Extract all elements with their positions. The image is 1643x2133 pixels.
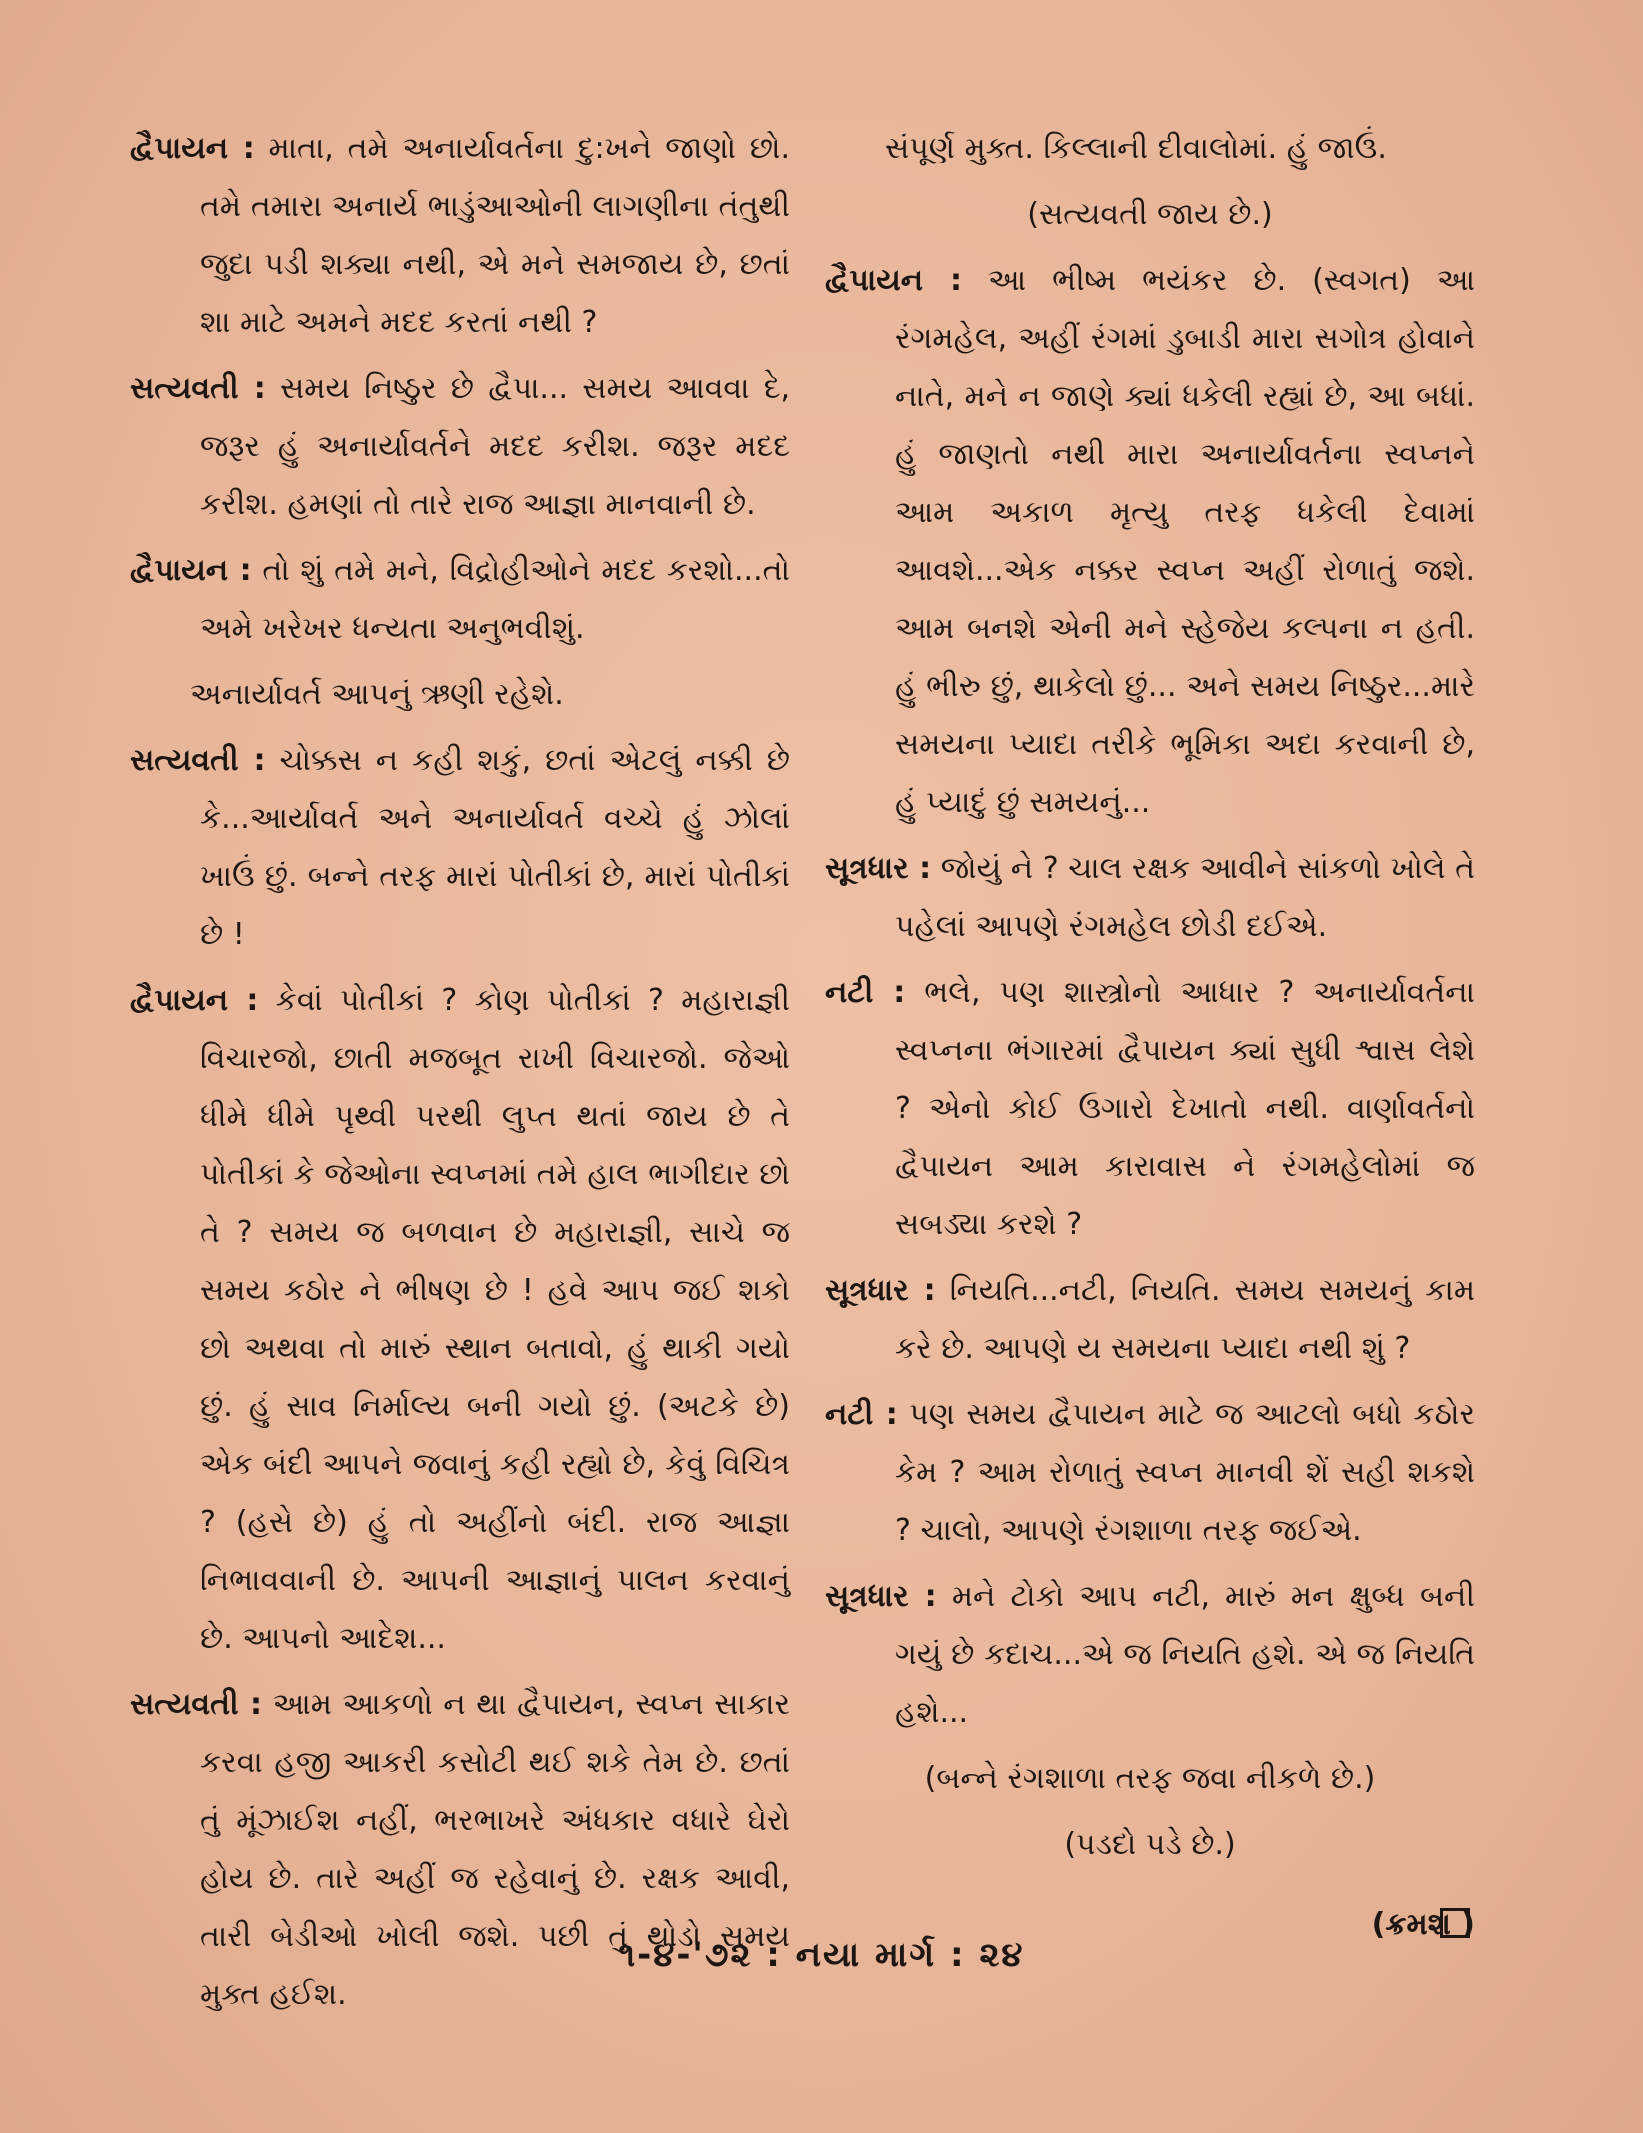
dialogue-paragraph [825,1568,1475,1742]
right-column [825,120,1475,1954]
speaker-name: સૂત્રધાર : [825,1579,937,1614]
dialogue-paragraph [825,1386,1475,1560]
dialogue-text: કેવાં પોતીકાં ? કોણ પોતીકાં ? મહારાજ્ઞી વિચારજો, છાતી મજબૂત રાખી વિચારજો. જેઓ ધીમે ધીમે પૃથ્વી પરથી લુપ્ત થતાં જાય છે તે પોતીકાં કે જેઓના સ્વપ્નમાં તમે હાલ ભાગીદાર છો તે ? સમય જ બળવાન છે મહારાજ્ઞી, સાચે જ સમય કઠોર ને ભીષણ છે ! હવે આપ જઈ શકો છો અથવા તો મારું સ્થાન બતાવો, હું થાકી ગયો છું. હું સાવ નિર્માલ્ય બની ગયો છું. (અટકે છે) એક બંદી આપને જવાનું કહી રહ્યો છે, કેવું વિચિત્ર ? (હસે છે) હું તો અહીંનો બંદી. રાજ આજ્ઞા નિભાવવાની છે. આપની આજ્ઞાનું પાલન કરવાનું છે. આપનો આદેશ... [200,983,790,1656]
dialogue-paragraph [130,972,790,1668]
dialogue-text: પણ સમય દ્વૈપાયન માટે જ આટલો બધો કઠોર કેમ ? આમ રોળાતું સ્વપ્ન માનવી શેં સહી શકશે ? ચાલો, આપણે રંગશાળા તરફ જઈએ. [895,1397,1475,1548]
dialogue-text: ચોક્કસ ન કહી શકું, છતાં એટલું નક્કી છે કે...આર્યાવર્ત અને અનાર્યાવર્ત વચ્ચે હું ઝોલાં ખાઉં છું. બન્ને તરફ મારાં પોતીકાં છે, મારાં પોતીકાં છે ! [200,743,790,952]
dialogue-text: જોયું ને ? ચાલ રક્ષક આવીને સાંકળો ખોલે તે પહેલાં આપણે રંગમહેલ છોડી દઈએ. [895,851,1475,944]
dialogue-paragraph [825,1262,1475,1378]
dialogue-paragraph [130,542,790,658]
speaker-name: દ્વૈપાયન : [825,263,963,298]
dialogue-paragraph [825,964,1475,1254]
stage-direction: (બન્ને રંગશાળા તરફ જવા નીકળે છે.) [924,1761,1376,1796]
dialogue-paragraph [130,360,790,534]
speaker-name: સૂત્રધાર : [825,1273,936,1308]
dialogue-paragraph [825,840,1475,956]
dialogue-paragraph [130,120,790,352]
stage-direction: (પડદો પડે છે.) [1064,1827,1236,1862]
dialogue-text: ભલે, પણ શાસ્ત્રોનો આધાર ? અનાર્યાવર્તના સ્વપ્નના ભંગારમાં દ્વૈપાયન ક્યાં સુધી શ્વાસ લેશે ? એનો કોઈ ઉગારો દેખાતો નથી. વાર્ણાવર્તનો દ્વૈપાયન આમ કારાવાસ ને રંગમહેલોમાં જ સબડ્યા કરશે ? [895,975,1475,1242]
end-mark-square-icon [1440,1908,1470,1938]
speaker-name: દ્વૈપાયન : [130,553,252,588]
dialogue-text: આમ આકળો ન થા દ્વૈપાયન, સ્વપ્ન સાકાર કરવા હજી આકરી કસોટી થઈ શકે તેમ છે. છતાં તું મૂંઝાઈશ નહીં, ભરભાખરે અંધકાર વધારે ઘેરો હોય છે. તારે અહીં જ રહેવાનું છે. રક્ષક આવી, તારી બેડીઓ ખોલી જશે. પછી તું થોડો સમય મુક્ત હઈશ. [200,1687,791,2012]
dialogue-continuation: સંપૂર્ણ મુક્ત. કિલ્લાની દીવાલોમાં. હું જાઉં. [885,131,1387,166]
dialogue-text: માતા, તમે અનાર્યાવર્તના દુ:ખને જાણો છો. તમે તમારા અનાર્ય ભાડુંઆઓની લાગણીના તંતુથી જુદા પડી શક્યા નથી, એ મને સમજાય છે, છતાં શા માટે અમને મદદ કરતાં નથી ? [200,131,790,340]
speaker-name: દ્વૈપાયન : [130,983,259,1018]
speaker-name: સત્યવતી : [130,371,266,406]
speaker-name: સત્યવતી : [130,743,266,778]
dialogue-paragraph [825,252,1475,832]
dialogue-paragraph [130,732,790,964]
dialogue-text: તો શું તમે મને, વિદ્રોહીઓને મદદ કરશો...તો અમે ખરેખર ધન્યતા અનુભવીશું. [200,553,791,646]
speaker-name: સૂત્રધાર : [825,851,932,886]
speaker-name: સત્યવતી : [130,1687,263,1722]
dialogue-text: આ ભીષ્મ ભયંકર છે. (સ્વગત) આ રંગમહેલ, અહીં રંગમાં ડુબાડી મારા સગોત્ર હોવાને નાતે, મને ન જાણે ક્યાં ધકેલી રહ્યાં છે, આ બધાં. હું જાણતો નથી મારા અનાર્યાવર્તના સ્વપ્નને આમ અકાળ મૃત્યુ તરફ ધકેલી દેવામાં આવશે...એક નક્કર સ્વપ્ન અહીં રોળાતું જશે. આમ બનશે એની મને સ્હેજેય કલ્પના ન હતી. હું ભીરુ છું, થાકેલો છું... અને સમય નિષ્ઠુર...મારે સમયના પ્યાદા તરીકે ભૂમિકા અદા કરવાની છે, હું પ્યાદું છું સમયનું... [895,263,1475,820]
dialogue-text: નિયતિ...નટી, નિયતિ. સમય સમયનું કામ કરે છે. આપણે ય સમયના પ્યાદા નથી શું ? [895,1273,1475,1366]
left-column [130,120,790,2032]
speaker-name: નટી : [825,1397,898,1432]
dialogue-continuation: અનાર્યાવર્ત આપનું ઋણી રહેશે. [190,677,564,712]
speaker-name: દ્વૈપાયન : [130,131,255,166]
speaker-name: નટી : [825,975,906,1010]
page-footer: ૧-૪-'૭૨ : નયા માર્ગ : ૨૪ [618,1935,1025,1975]
to-be-continued-label: (ક્રમશ ) [1371,1907,1475,1942]
dialogue-text: સમય નિષ્ઠુર છે દ્વૈપા... સમય આવવા દે, જરૂર હું અનાર્યાવર્તને મદદ કરીશ. જરૂર મદદ કરીશ. હમણાં તો તારે રાજ આજ્ઞા માનવાની છે. [200,371,790,522]
dialogue-text: મને ટોકો આપ નટી, મારું મન ક્ષુબ્ધ બની ગયું છે કદાચ...એ જ નિયતિ હશે. એ જ નિયતિ હશે... [895,1579,1475,1730]
stage-direction: (સત્યવતી જાય છે.) [1027,197,1273,232]
